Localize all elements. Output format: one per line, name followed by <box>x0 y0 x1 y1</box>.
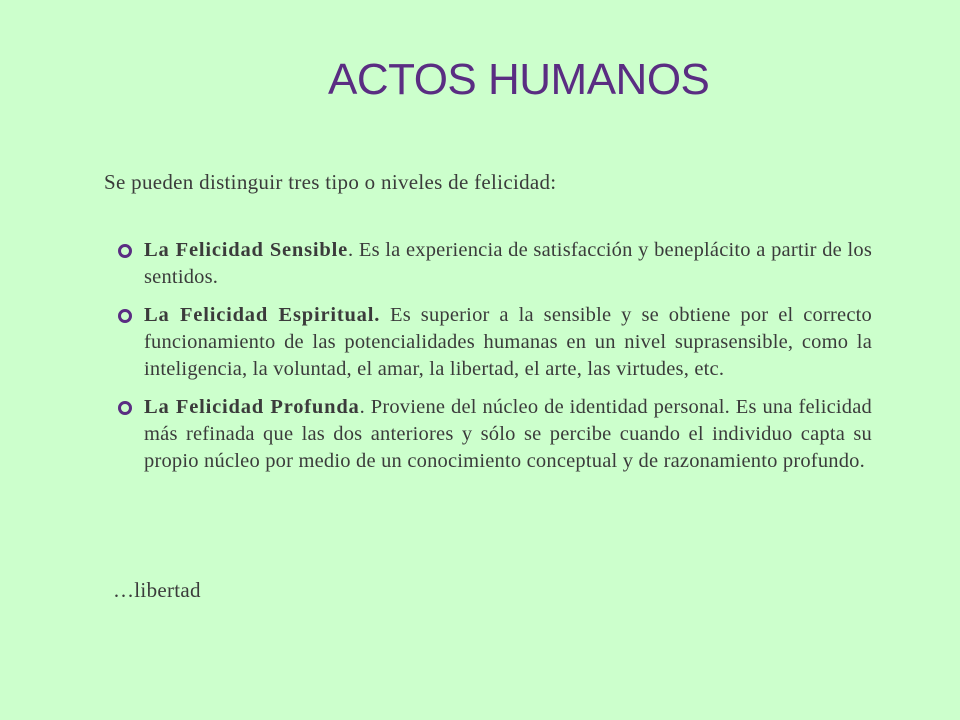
slide-title: ACTOS HUMANOS <box>328 55 710 104</box>
closing-text: …libertad <box>113 578 201 602</box>
item-term: La Felicidad Sensible <box>144 239 348 261</box>
item-text: . Es la experiencia de satisfacción y beneplácito a partir de los sentidos. <box>144 239 872 288</box>
felicidad-list <box>118 237 872 486</box>
item-text: . Proviene del núcleo de identidad personal. Es una felicidad más refinada que las dos anteriores y sólo se percibe cuando el individuo capta su propio núcleo por medio de un conocimiento conceptual y de razonamiento profundo. <box>144 396 872 472</box>
list-item-sensible <box>118 237 872 291</box>
item-term: La Felicidad Profunda <box>144 396 360 418</box>
ring-bullet-icon <box>118 244 132 258</box>
list-item-profunda <box>118 394 872 475</box>
item-term: La Felicidad Espiritual. <box>144 304 381 326</box>
list-item-espiritual <box>118 302 872 383</box>
ring-bullet-icon <box>118 309 132 323</box>
item-text: Es superior a la sensible y se obtiene por el correcto funcionamiento de las potencialidades humanas en un nivel suprasensible, como la inteligencia, la voluntad, el amar, la libertad, el arte, las virtudes, etc. <box>144 304 872 380</box>
ring-bullet-icon <box>118 401 132 415</box>
intro-text: Se pueden distinguir tres tipo o niveles de felicidad: <box>104 170 557 194</box>
